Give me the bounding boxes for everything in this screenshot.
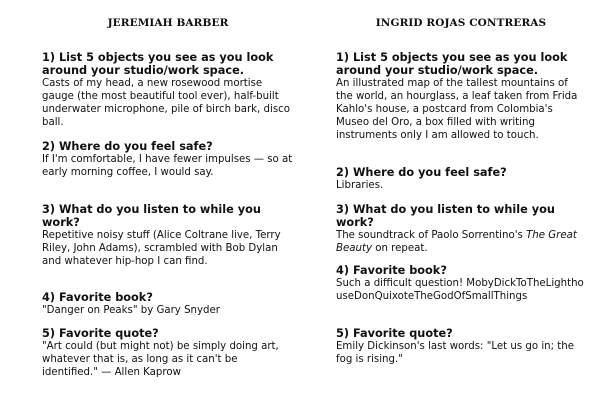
answer: Repetitive noisy stuff (Alice Coltrane live, Terry Riley, John Adams), scrambled with Bob Dylan and whatever hip-hop I can find.	[42, 230, 281, 267]
qa-right-3	[336, 203, 586, 255]
answer: "Danger on Peaks" by Gary Snyder	[42, 305, 220, 316]
qa-left-5	[42, 327, 294, 379]
answer: Casts of my head, a new rosewood mortise gauge (the most beautiful tool ever), half-built underwater microphone, pile of birch bark, disco ball.	[42, 78, 290, 128]
question: 4) Favorite book?	[42, 291, 153, 304]
question: 3) What do you listen to while you work?	[336, 203, 555, 229]
qa-left-3	[42, 203, 294, 268]
answer: If I'm comfortable, I have fewer impulses — so at early morning coffee, I would say.	[42, 154, 293, 178]
qa-left-4	[42, 291, 294, 317]
question: 1) List 5 objects you see as you look around your studio/work space.	[336, 51, 568, 77]
answer: An illustrated map of the tallest mountains of the world, an hourglass, a leaf taken from Frida Kahlo's house, a postcard from Colombia's Museo del Oro, a box filled with writing instruments only I am allowed to touch.	[336, 78, 578, 141]
artist-name-right: INGRID ROJAS CONTRERAS	[375, 17, 547, 29]
answer-text: on repeat.	[371, 243, 428, 254]
answer-text: The soundtrack of Paolo Sorrentino's	[336, 230, 527, 241]
question: 2) Where do you feel safe?	[42, 140, 213, 153]
film-title: The Great Beauty	[336, 230, 577, 254]
question: 1) List 5 objects you see as you look around your studio/work space.	[42, 51, 274, 77]
question: 4) Favorite book?	[336, 264, 447, 277]
question: 5) Favorite quote?	[336, 327, 453, 340]
question: 5) Favorite quote?	[42, 327, 159, 340]
qa-right-5	[336, 327, 586, 366]
answer: Such a difficult question! MobyDickToTheLighthouseDonQuixoteTheGodOfSmallThings	[336, 278, 584, 302]
answer: "Art could (but might not) be simply doing art, whatever that is, as long as it can't be identified." — Allen Kaprow	[42, 341, 279, 378]
question: 3) What do you listen to while you work?	[42, 203, 261, 229]
qa-right-4	[336, 264, 586, 303]
answer: Libraries.	[336, 180, 384, 191]
qa-left-1	[42, 51, 294, 129]
artist-name-left: JEREMIAH BARBER	[107, 17, 229, 29]
answer: Emily Dickinson's last words: "Let us go in; the fog is rising."	[336, 341, 575, 365]
qa-right-1	[336, 51, 586, 142]
question: 2) Where do you feel safe?	[336, 166, 507, 179]
qa-left-2	[42, 140, 294, 179]
qa-right-2	[336, 166, 586, 192]
answer	[336, 229, 586, 255]
